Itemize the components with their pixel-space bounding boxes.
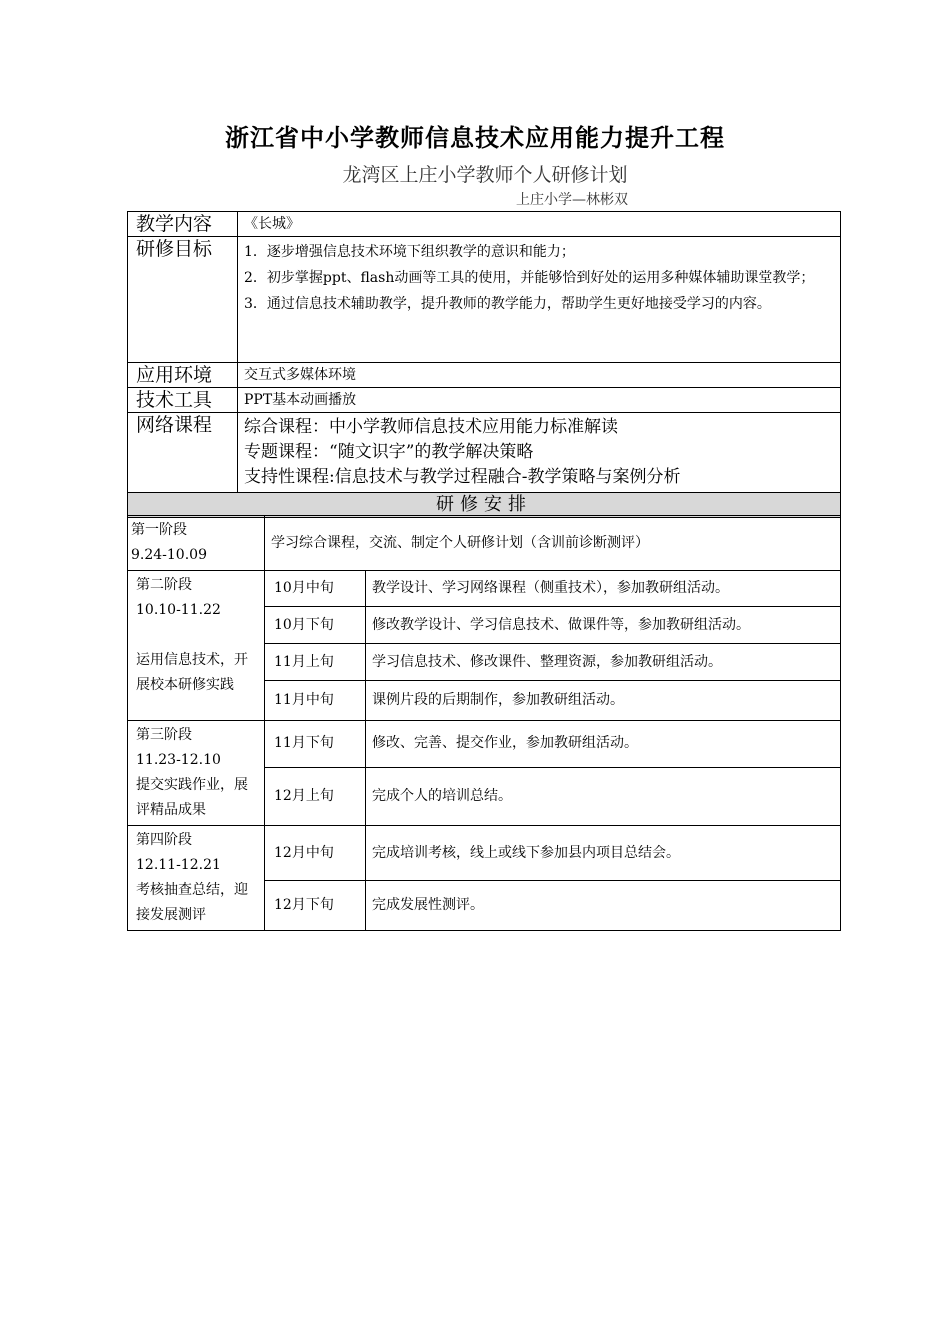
time-cell: 12月上旬 [265, 767, 366, 825]
time-cell: 11月中旬 [265, 681, 366, 721]
stage-dates: 9.24-10.09 [131, 547, 207, 563]
time-cell: 10月下旬 [265, 607, 366, 644]
goal-item: 1．逐步增强信息技术环境下组织教学的意识和能力； [244, 244, 575, 260]
stage-3-cell [128, 721, 265, 826]
stage-desc: 考核抽查总结，迎接发展测评 [136, 882, 248, 923]
tool-label: 技术工具 [128, 388, 238, 413]
schedule-header: 研修安排 [128, 493, 841, 518]
stage-2-cell [128, 571, 265, 721]
document-title: 浙江省中小学教师信息技术应用能力提升工程 [225, 123, 725, 152]
stage-desc: 提交实践作业，展评精品成果 [136, 777, 248, 818]
stage-1-cell [128, 516, 265, 571]
content-value: 《长城》 [238, 212, 841, 237]
content-label: 教学内容 [128, 212, 238, 237]
task-cell: 修改、完善、提交作业，参加教研组活动。 [366, 721, 841, 768]
time-cell: 12月中旬 [265, 826, 366, 881]
course-label: 网络课程 [128, 413, 238, 493]
schedule-table [127, 515, 841, 931]
author-line: 上庄小学—林彬双 [516, 192, 628, 208]
task-cell: 完成培训考核，线上或线下参加县内项目总结会。 [366, 826, 841, 881]
env-label: 应用环境 [128, 363, 238, 388]
task-cell: 课例片段的后期制作，参加教研组活动。 [366, 681, 841, 721]
goal-list [238, 237, 841, 363]
goal-item: 3．通过信息技术辅助教学，提升教师的教学能力，帮助学生更好地接受学习的内容。 [244, 296, 771, 312]
stage-dates: 11.23-12.10 [136, 752, 221, 768]
time-cell: 11月下旬 [265, 721, 366, 768]
env-value: 交互式多媒体环境 [238, 363, 841, 388]
plan-info-table [127, 211, 841, 518]
task-cell: 学习信息技术、修改课件、整理资源，参加教研组活动。 [366, 644, 841, 681]
time-cell: 12月下旬 [265, 881, 366, 931]
goal-item: 2．初步掌握ppt、flash动画等工具的使用，并能够恰到好处的运用多种媒体辅助课堂教学； [244, 270, 815, 286]
stage-dates: 10.10-11.22 [136, 602, 221, 618]
stage-desc: 运用信息技术，开展校本研修实践 [136, 652, 248, 693]
stage-name: 第三阶段 [136, 727, 192, 743]
task-cell: 完成发展性测评。 [366, 881, 841, 931]
tool-value: PPT基本动画播放 [238, 388, 841, 413]
time-cell: 11月上旬 [265, 644, 366, 681]
goal-label: 研修目标 [128, 237, 238, 363]
stage-name: 第一阶段 [131, 522, 187, 538]
course-item: 支持性课程:信息技术与教学过程融合-教学策略与案例分析 [244, 467, 681, 487]
stage-name: 第四阶段 [136, 832, 192, 848]
stage-1-task: 学习综合课程，交流、制定个人研修计划（含训前诊断测评） [265, 516, 841, 571]
stage-name: 第二阶段 [136, 577, 192, 593]
stage-dates: 12.11-12.21 [136, 857, 221, 873]
course-item: 专题课程：“随文识字”的教学解决策略 [244, 442, 534, 462]
course-item: 综合课程：中小学教师信息技术应用能力标准解读 [244, 417, 618, 437]
task-cell: 修改教学设计、学习信息技术、做课件等，参加教研组活动。 [366, 607, 841, 644]
time-cell: 10月中旬 [265, 571, 366, 607]
plan-subtitle: 龙湾区上庄小学教师个人研修计划 [342, 164, 628, 186]
task-cell: 教学设计、学习网络课程（侧重技术），参加教研组活动。 [366, 571, 841, 607]
stage-4-cell [128, 826, 265, 931]
course-list [238, 413, 841, 493]
task-cell: 完成个人的培训总结。 [366, 767, 841, 825]
